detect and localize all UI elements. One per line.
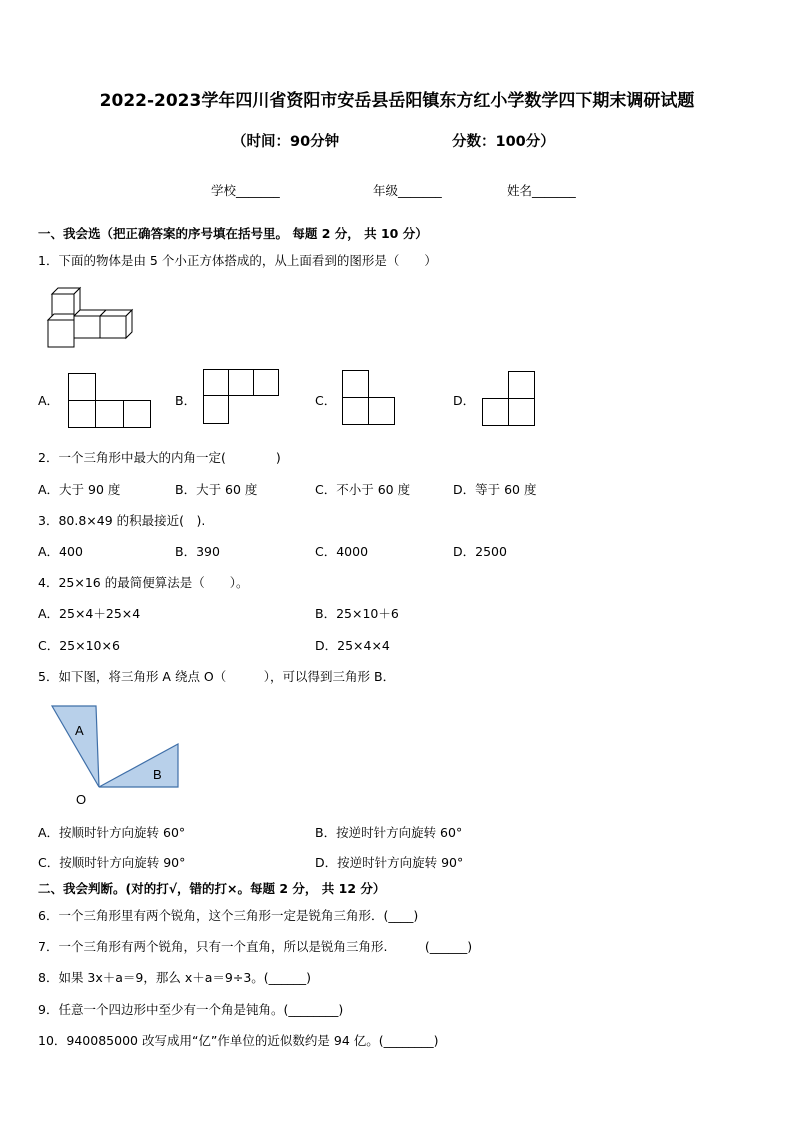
question-4: 4．25×16 的最简便算法是（ ）。 bbox=[38, 575, 249, 590]
q5-option-b[interactable]: B．按逆时针方向旋转 60° bbox=[315, 825, 463, 840]
section-1-heading: 一、我会选（把正确答案的序号填在括号里。 每题 2 分， 共 10 分） bbox=[38, 226, 428, 241]
question-2: 2．一个三角形中最大的内角一定( ) bbox=[38, 450, 281, 465]
q3-option-c[interactable]: C．4000 bbox=[315, 544, 369, 559]
q1-option-d-figure bbox=[482, 371, 538, 427]
q5-option-a[interactable]: A．按顺时针方向旋转 60° bbox=[38, 825, 186, 840]
q1-option-c-figure bbox=[342, 370, 398, 426]
section-2-heading: 二、我会判断。(对的打√，错的打×。每题 2 分， 共 12 分） bbox=[38, 881, 386, 896]
q1-option-d[interactable]: D． bbox=[453, 393, 476, 408]
q2-option-d[interactable]: D．等于 60 度 bbox=[453, 482, 537, 497]
label-a: A bbox=[75, 723, 84, 738]
q2-option-a[interactable]: A．大于 90 度 bbox=[38, 482, 121, 497]
q4-option-b[interactable]: B．25×10＋6 bbox=[315, 606, 399, 621]
q4-option-c[interactable]: C．25×10×6 bbox=[38, 638, 120, 653]
q4-option-d[interactable]: D．25×4×4 bbox=[315, 638, 390, 653]
exam-score: 分数：100分） bbox=[452, 134, 555, 150]
q4-option-a[interactable]: A．25×4＋25×4 bbox=[38, 606, 141, 621]
question-1: 1．下面的物体是由 5 个小正方体搭成的，从上面看到的图形是（ ） bbox=[38, 253, 437, 268]
q1-option-b-figure bbox=[203, 369, 279, 425]
question-5: 5．如下图，将三角形 A 绕点 O（ ），可以得到三角形 B． bbox=[38, 669, 396, 684]
q5-option-c[interactable]: C．按顺时针方向旋转 90° bbox=[38, 855, 186, 870]
q5-option-d[interactable]: D．按逆时针方向旋转 90° bbox=[315, 855, 464, 870]
q2-option-c[interactable]: C．不小于 60 度 bbox=[315, 482, 411, 497]
q2-option-b[interactable]: B．大于 60 度 bbox=[175, 482, 258, 497]
grade-field: 年级_______ bbox=[373, 183, 442, 198]
q3-option-b[interactable]: B．390 bbox=[175, 544, 220, 559]
label-o: O bbox=[76, 792, 87, 807]
triangle-a bbox=[52, 706, 99, 787]
q1-option-a-figure bbox=[68, 373, 152, 429]
name-field: 姓名_______ bbox=[507, 183, 576, 198]
q1-option-b[interactable]: B． bbox=[175, 393, 197, 408]
judgment-7: 7．一个三角形有两个锐角，只有一个直角，所以是锐角三角形. (______) bbox=[38, 939, 473, 954]
judgment-6: 6．一个三角形里有两个锐角，这个三角形一定是锐角三角形．(____) bbox=[38, 908, 419, 923]
rotation-triangles-figure bbox=[50, 702, 185, 812]
page-title: 2022-2023学年四川省资阳市安岳县岳阳镇东方红小学数学四下期末调研试题 bbox=[99, 91, 695, 111]
q1-option-c[interactable]: C． bbox=[315, 393, 337, 408]
q1-option-a[interactable]: A． bbox=[38, 393, 60, 408]
judgment-10: 10．940085000 改写成用“亿”作单位的近似数约是 94 亿。(________) bbox=[38, 1033, 439, 1048]
school-field: 学校_______ bbox=[211, 183, 280, 198]
q3-option-a[interactable]: A．400 bbox=[38, 544, 83, 559]
judgment-9: 9．任意一个四边形中至少有一个角是钝角。(________) bbox=[38, 1002, 344, 1017]
question-3: 3．80.8×49 的积最接近( ). bbox=[38, 513, 206, 528]
label-b: B bbox=[153, 767, 162, 782]
q3-option-d[interactable]: D．2500 bbox=[453, 544, 507, 559]
exam-time: （时间：90分钟 bbox=[232, 134, 340, 150]
cube-stack-figure bbox=[46, 286, 138, 350]
triangle-b bbox=[99, 744, 178, 787]
judgment-8: 8．如果 3x＋a＝9，那么 x＋a＝9÷3。(______) bbox=[38, 970, 312, 985]
